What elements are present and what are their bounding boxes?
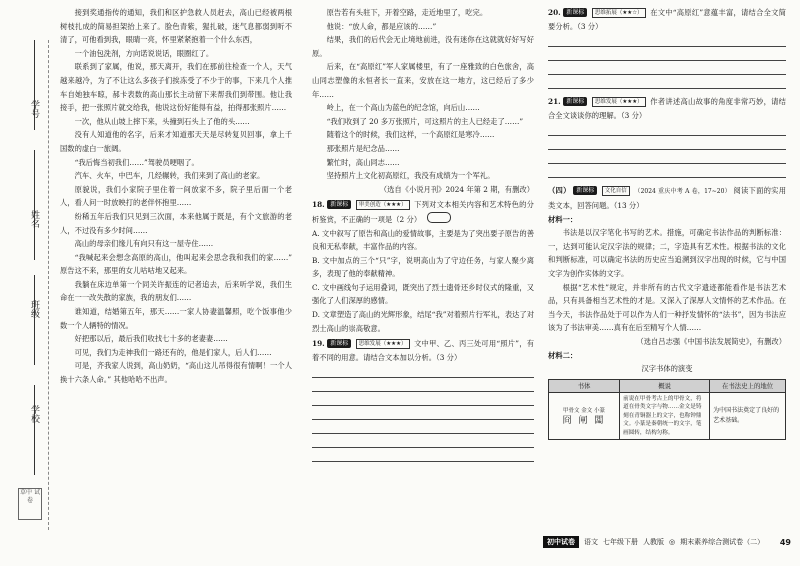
skill-tag: 思维拓展（★★☆） bbox=[592, 8, 646, 18]
option-b: B. 文中加点的三个“只”字，说明高山为了守边任务，与家人聚少离多，表现了他的奉献精神。 bbox=[312, 255, 534, 279]
answer-line[interactable] bbox=[548, 166, 786, 178]
material-1 bbox=[548, 213, 786, 349]
question-number: 20. bbox=[548, 8, 561, 17]
source-meta: （2024 重庆中考 A 卷，17~20） bbox=[634, 188, 731, 196]
story-column-1 bbox=[60, 6, 292, 387]
answer-line[interactable] bbox=[548, 77, 786, 89]
paragraph: 结果，我们的后代会无止境地前进，没有迷你在这就就好好写好原。 bbox=[312, 35, 534, 58]
section-4-header bbox=[548, 184, 786, 212]
stamp-mark: 草中 试卷 bbox=[18, 488, 42, 520]
paragraph: 可是，齐我家人说到，高山奶奶，“高山这儿吊得很有情啊！一个人换十六条人命。” 其他哈哈不出声。 bbox=[60, 361, 292, 385]
question-20 bbox=[548, 6, 786, 89]
paragraph: 随着这个的时候，我们这样，一个高原红是寒冷…… bbox=[326, 130, 495, 140]
label-class: 班级 bbox=[29, 300, 39, 318]
question-stem: 文中甲、乙、丙三处可用“照片”，有着不同的用意。请结合文本加以分析。（3 分） bbox=[312, 339, 534, 362]
question-stem: 作者讲述高山故事的角度非常巧妙，请结合全文谈谈你的理解。（3 分） bbox=[548, 97, 786, 120]
label-school: 学校 bbox=[29, 405, 39, 423]
grade: 七年级下册 bbox=[603, 538, 638, 546]
glyph-sample: 闸 bbox=[578, 415, 590, 426]
answer-blank[interactable] bbox=[427, 212, 451, 223]
source-note: （选自《小说月刊》2024 年第 2 期，有删改） bbox=[379, 184, 534, 194]
material-2 bbox=[548, 349, 786, 441]
paragraph: 一个油包洗剂，方向诺说说话，眼圈红了。 bbox=[74, 48, 214, 58]
paragraph: 我躺在床边单第一个同关许振连的记者追去，后来听学说，我们生命在一一改失散的家族，我的朋友们…… bbox=[60, 279, 292, 303]
answer-line[interactable] bbox=[312, 394, 534, 406]
table-header: 概说 bbox=[620, 379, 710, 392]
tag-badge: 新课标 bbox=[573, 186, 597, 195]
cut-line bbox=[48, 40, 50, 530]
question-18 bbox=[312, 198, 534, 335]
paragraph: 繁忙时，高山同志…… bbox=[326, 157, 400, 167]
tag-badge: 新课标 bbox=[327, 339, 351, 348]
script-name: 甲骨文 bbox=[563, 407, 580, 414]
subject: 语文 bbox=[584, 538, 598, 546]
skill-tag: 思维发展（★★★） bbox=[592, 97, 646, 107]
answer-line[interactable] bbox=[312, 408, 534, 420]
label-name: 姓名 bbox=[29, 210, 39, 228]
paragraph: 没有人知道他的名字，后来才知道那天天是尽转复贝回事，拿上千国数的虚白一旅阔。 bbox=[60, 130, 292, 153]
paragraph: 好把那以后，最后我们收找七十多的老妻妻…… bbox=[74, 334, 228, 344]
table-title: 汉字书体的演变 bbox=[641, 364, 693, 374]
answer-line[interactable] bbox=[312, 450, 534, 462]
brand-label: 初中试卷 bbox=[543, 536, 579, 548]
tag-badge: 新课标 bbox=[327, 200, 351, 209]
tag-badge: 新课标 bbox=[563, 8, 587, 17]
question-19 bbox=[312, 337, 534, 462]
paragraph: 原貌说，我们小家院子里住着一间放家不多，院子里后面一个老人，看人问一时放映打的老伴怀抱里…… bbox=[60, 184, 292, 208]
paragraph: 谁知道，结婚第五年，那天……一家人协妻温馨照，吃个饭事他少数一个人辆特的情况。 bbox=[60, 307, 292, 330]
paragraph: 纷稀五年后我们只见到三次面，本来他属于既是，有个文旅游的老人，不过没有多少时间…… bbox=[60, 211, 292, 235]
paragraph: “我喊起来会想念高原的高山，他叫起来会思念我和我们的家……” 原告这不来，那里的女儿咕咕地又起来。 bbox=[60, 252, 292, 276]
answer-line[interactable] bbox=[312, 422, 534, 434]
question-number: 19. bbox=[312, 339, 325, 349]
script-cell bbox=[549, 392, 620, 440]
tag-badge: 新课标 bbox=[563, 97, 587, 106]
paragraph: 可见，我们为走神我们一路还有的，他是们家人，后人们…… bbox=[74, 347, 272, 357]
table-row bbox=[549, 392, 786, 440]
skill-tag: 文化自信 bbox=[602, 186, 630, 196]
question-stem: 下列对文本相关内容和艺术特色的分析鉴赏，不正确的一项是（2 分） bbox=[312, 200, 534, 224]
dot-icon: ◎ bbox=[669, 538, 676, 546]
question-number: 18. bbox=[312, 200, 325, 210]
paragraph: 坚持照片上文化初高原红，我没有成绩为一个军礼。 bbox=[326, 171, 495, 181]
answer-line[interactable] bbox=[548, 124, 786, 136]
paragraph: 原告若有头驻下，开着空路，走近地里了，吃完。 bbox=[326, 8, 488, 17]
binding-margin bbox=[0, 0, 58, 566]
paragraph: “我后悔当初我们……”驾驶员哽咽了。 bbox=[74, 157, 199, 167]
questions-column bbox=[548, 6, 786, 440]
answer-line[interactable] bbox=[548, 49, 786, 61]
question-number: 21. bbox=[548, 97, 561, 107]
paragraph: 后来，在“高原红”军人家属楼里，有了一座雅致的白色旅舍，高山同志塑像的永恒者长一直来，安放在这一地方，这已经后了多少年…… bbox=[312, 62, 534, 99]
paragraph: 一次，他从山坡上摔下来，头撞到石头上了他的头…… bbox=[74, 116, 250, 126]
answer-line[interactable] bbox=[312, 366, 534, 378]
script-evolution-table bbox=[548, 379, 786, 441]
table-header: 书体 bbox=[549, 379, 620, 392]
option-a: A. 文中叙写了原告和高山的爱情故事，主要是为了突出要子原告的善良和无私奉献，丰富作品的内容。 bbox=[312, 228, 534, 252]
skill-tag: 思维发展（★★★） bbox=[356, 339, 410, 349]
source-note: （选自吕志强《中国书法发展简史》，有删改） bbox=[636, 336, 786, 346]
paragraph: 接到奖通指传的通知，我们和区护急救人员赶去，高山已经被两根树枝扎成的简易担架抬上来了。脸色青紫，猩扎破，迷气息都弱到听不清了，可他看到我，眼睛一亮，怀里紧紧抱着一个什么东西， bbox=[60, 8, 292, 45]
glyph-sample: 闆 bbox=[594, 415, 606, 426]
exam-title: 期末素养综合测试卷（二） bbox=[680, 538, 765, 546]
answer-line[interactable] bbox=[548, 138, 786, 150]
paragraph: 他说：“放人命，都是应该的……” bbox=[326, 21, 437, 31]
answer-line[interactable] bbox=[548, 63, 786, 75]
paragraph: 汽车、火车，中巴车，几经辗转，我们来到了高山的老家。 bbox=[74, 171, 265, 181]
glyph-sample: 冏 bbox=[562, 415, 574, 426]
option-c: C. 文中画线句子运用叠词，既突出了烈士遗骨还乡时仪式的隆重，又强化了人们深厚的感情。 bbox=[312, 282, 534, 306]
option-d: D. 文章塑造了高山的光辉形象，结尾“我”对着照片行军礼，表达了对烈士高山的崇高敬意。 bbox=[312, 310, 535, 333]
section-stem: 阅读下面的实用类文本，回答问题。（13 分） bbox=[548, 186, 786, 210]
material-title: 材料二： bbox=[548, 350, 578, 360]
paragraph: 书法是以汉字笔化书写的艺术。措施，可确定书法作品的判断标准：一，达到可能认定汉字法的规律；二，字造具有艺术性。根据书法的文化和判断标准，可以确定书法的历史应当追溯到汉字出现的时候，它与中国文字为创作实体的文字。 bbox=[548, 228, 786, 278]
material-title: 材料一： bbox=[548, 214, 578, 224]
paragraph: 联系到了家属，他说，那天离开，我们在那前往检查一个人，天气越来越冷，为了不让这么多孩子们挨冻受了不少于的事，下来几个人推车自她独车晾，郝卡表数的高山那长主动留下来帮我们到带围。他让我接手，把一张照片就交给我，他说这份好能得有益，拍得那张照片…… bbox=[60, 62, 292, 113]
edition: 人教版 bbox=[643, 538, 664, 546]
page-number: 49 bbox=[779, 537, 791, 547]
story-column-2 bbox=[312, 6, 534, 464]
answer-line[interactable] bbox=[312, 436, 534, 448]
question-stem: 在文中“高原红”意蕴丰富，请结合全文简要分析。（3 分） bbox=[548, 8, 786, 31]
answer-line[interactable] bbox=[548, 35, 786, 47]
paragraph: 高山的母亲们缘儿有向只有这一屋寺住…… bbox=[74, 239, 214, 249]
role-cell: 为中国书法奠定了良好的艺术基础。 bbox=[710, 392, 786, 440]
question-21 bbox=[548, 95, 786, 178]
table-header: 在书法史上的地位 bbox=[710, 379, 786, 392]
page-footer bbox=[543, 535, 791, 549]
answer-line[interactable] bbox=[548, 152, 786, 164]
paragraph: 那张照片是纪念品…… bbox=[326, 143, 400, 153]
answer-line[interactable] bbox=[312, 380, 534, 392]
paragraph: 根据“艺术性”规定，并非所有的古代文字遗迹都能看作是书法艺术品，只有具备相当艺术性的才是。又深入了深厚人文情怀的艺术作品。在当今天，书法作品处于可以作为人们一种抒发情怀的“法书”，因为书法应该为了书法审美……真有在后至精写个人情…… bbox=[548, 282, 786, 333]
paragraph: “我们收到了 20 多万张照片，可这照片的主人已经走了……” bbox=[326, 116, 524, 126]
section-label: （四） bbox=[548, 186, 571, 196]
paragraph: 岭上，在一个高山为蓝色的纪念馆，向后山…… bbox=[326, 103, 480, 113]
script-name: 金文 bbox=[581, 407, 593, 414]
skill-tag: 审美创造（★★★） bbox=[356, 200, 410, 210]
description-cell: 前说在甲骨考古上的甲骨文，将道在骨类文字与物……金文是铸刻在青铜器上的文字，也称钟鼎文。小篆是秦朝统一的文字，笔画圆转，结构匀称。 bbox=[620, 392, 710, 440]
script-name: 小篆 bbox=[594, 407, 606, 414]
label-student-id: 学号 bbox=[29, 100, 39, 118]
